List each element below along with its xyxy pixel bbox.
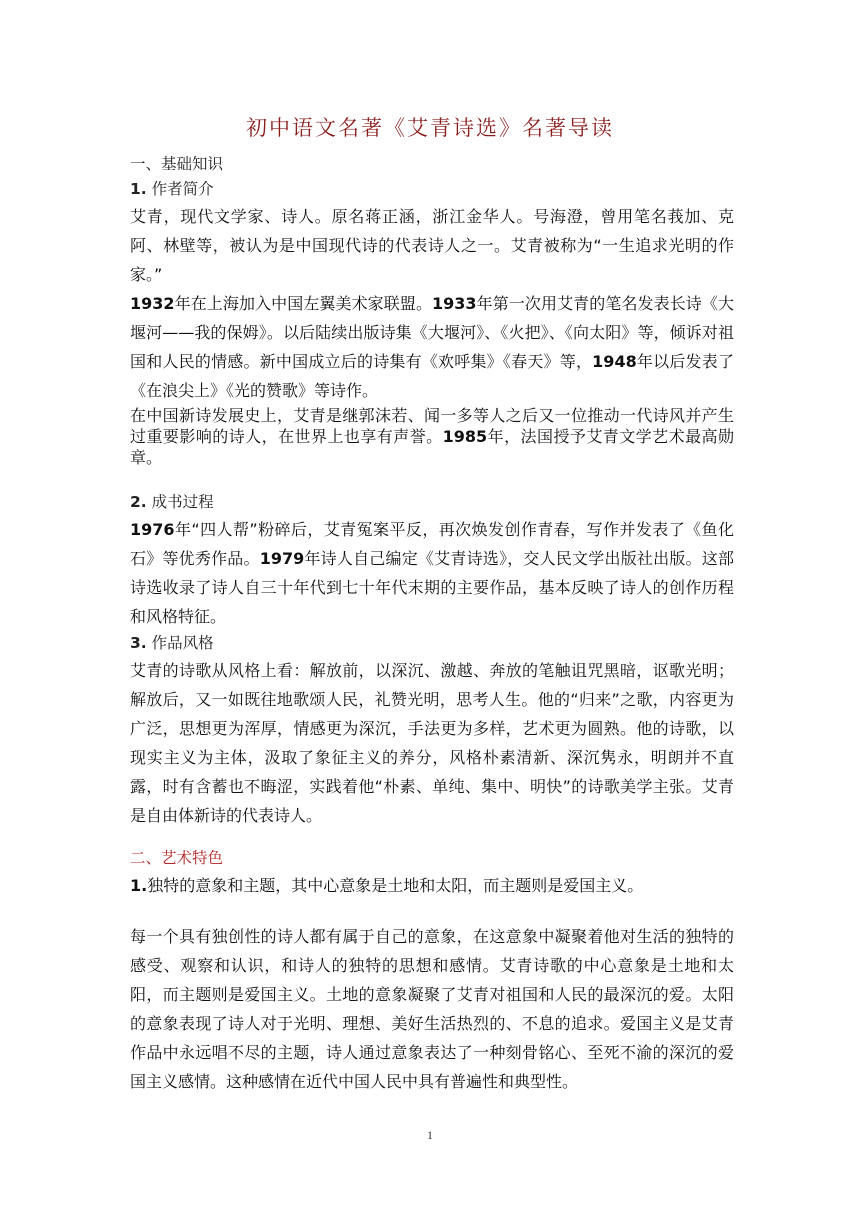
subheading-number: 2. — [130, 493, 147, 511]
section-heading-artistic-features: 二、艺术特色 — [130, 849, 224, 867]
imagery-paragraph: 每一个具有独创性的诗人都有属于自己的意象，在这意象中凝聚着他对生活的独特的感受、观察和认识，和诗人的独特的思想和感情。艾青诗歌的中心意象是土地和太阳，而主题则是爱国主义。土地的意象凝聚了艾青对祖国和人民的最深沉的爱。太阳的意象表现了诗人对于光明、理想、美好生活热烈的、不息的追求。爱国主义是艾青作品中永远唱不尽的主题，诗人通过意象表达了一种刻骨铭心、至死不渝的深沉的爱国主义感情。这种感情在近代中国人民中具有普遍性和典型性。 — [130, 927, 734, 1091]
author-intro-paragraph: 艾青，现代文学家、诗人。原名蒋正涵，浙江金华人。号海澄，曾用笔名莪加、克阿、林壁等，被认为是中国现代诗的代表诗人之一。艾青被称为“一生追求光明的作家。” — [130, 207, 734, 284]
spacer — [130, 468, 734, 490]
publication-history-paragraph: 1932年在上海加入中国左翼美术家联盟。1933年第一次用艾青的笔名发表长诗《大堰河——我的保姆》。以后陆续出版诗集《大堰河》、《火把》、《向太阳》等，倾诉对祖国和人民的情感。新中国成立后的诗集有《欢呼集》《春天》等，1948年以后发表了《在浪尖上》《光的赞歌》等诗作。 — [130, 294, 734, 400]
subheading-number: 1. — [130, 876, 148, 895]
style-paragraph: 艾青的诗歌从风格上看：解放前，以深沉、激越、奔放的笔触诅咒黑暗，讴歌光明；解放后，又一如既往地歌颂人民，礼赞光明，思考人生。他的“归来”之歌，内容更为广泛，思想更为浑厚，情感更为深沉，手法更为多样，艺术更为圆熟。他的诗歌，以现实主义为主体，汲取了象征主义的养分，风格朴素清新、深沉隽永，明朗并不直露，时有含蓄也不晦涩，实践着他“朴素、单纯、集中、明快”的诗歌美学主张。艾青是自由体新诗的代表诗人。 — [130, 661, 734, 825]
document-title: 初中语文名著《艾青诗选》名著导读 — [246, 116, 614, 140]
subheading-number: 1. — [130, 180, 147, 198]
document-body — [130, 152, 734, 1096]
year-1948: 1948 — [592, 352, 637, 371]
subheading-author-intro — [130, 177, 734, 202]
year-1932: 1932 — [130, 294, 175, 313]
subheading-text: 作品风格 — [151, 634, 214, 652]
influence-paragraph: 在中国新诗发展史上，艾青是继郭沫若、闻一多等人之后又一位推动一代诗风并产生过重要影响的诗人，在世界上也享有声誉。1985年，法国授予艾青文学艺术最高勋章。 — [130, 406, 734, 467]
spacer — [130, 900, 734, 922]
subheading-text: 作者简介 — [151, 180, 214, 198]
year-1933: 1933 — [432, 294, 477, 313]
subheading-writing-process — [130, 490, 734, 515]
spacer — [130, 830, 734, 846]
page-number: 1 — [427, 1128, 433, 1142]
subheading-imagery-theme — [130, 871, 734, 900]
year-1976: 1976 — [130, 520, 175, 539]
writing-process-paragraph: 1976年“四人帮”粉碎后，艾青冤案平反，再次焕发创作青春，写作并发表了《鱼化石》等优秀作品。1979年诗人自己编定《艾青诗选》，交人民文学出版社出版。这部诗选收录了诗人自三十年代到七十年代末期的主要作品，基本反映了诗人的创作历程和风格特征。 — [130, 520, 734, 626]
subheading-text: 成书过程 — [151, 493, 214, 511]
subheading-style — [130, 631, 734, 656]
year-1985: 1985 — [442, 427, 488, 446]
subheading-number: 3. — [130, 634, 147, 652]
year-1979: 1979 — [259, 549, 305, 568]
section-heading-basic-knowledge: 一、基础知识 — [130, 155, 224, 173]
subheading-text: 独特的意象和主题，其中心意象是土地和太阳，而主题则是爱国主义。 — [147, 876, 644, 895]
